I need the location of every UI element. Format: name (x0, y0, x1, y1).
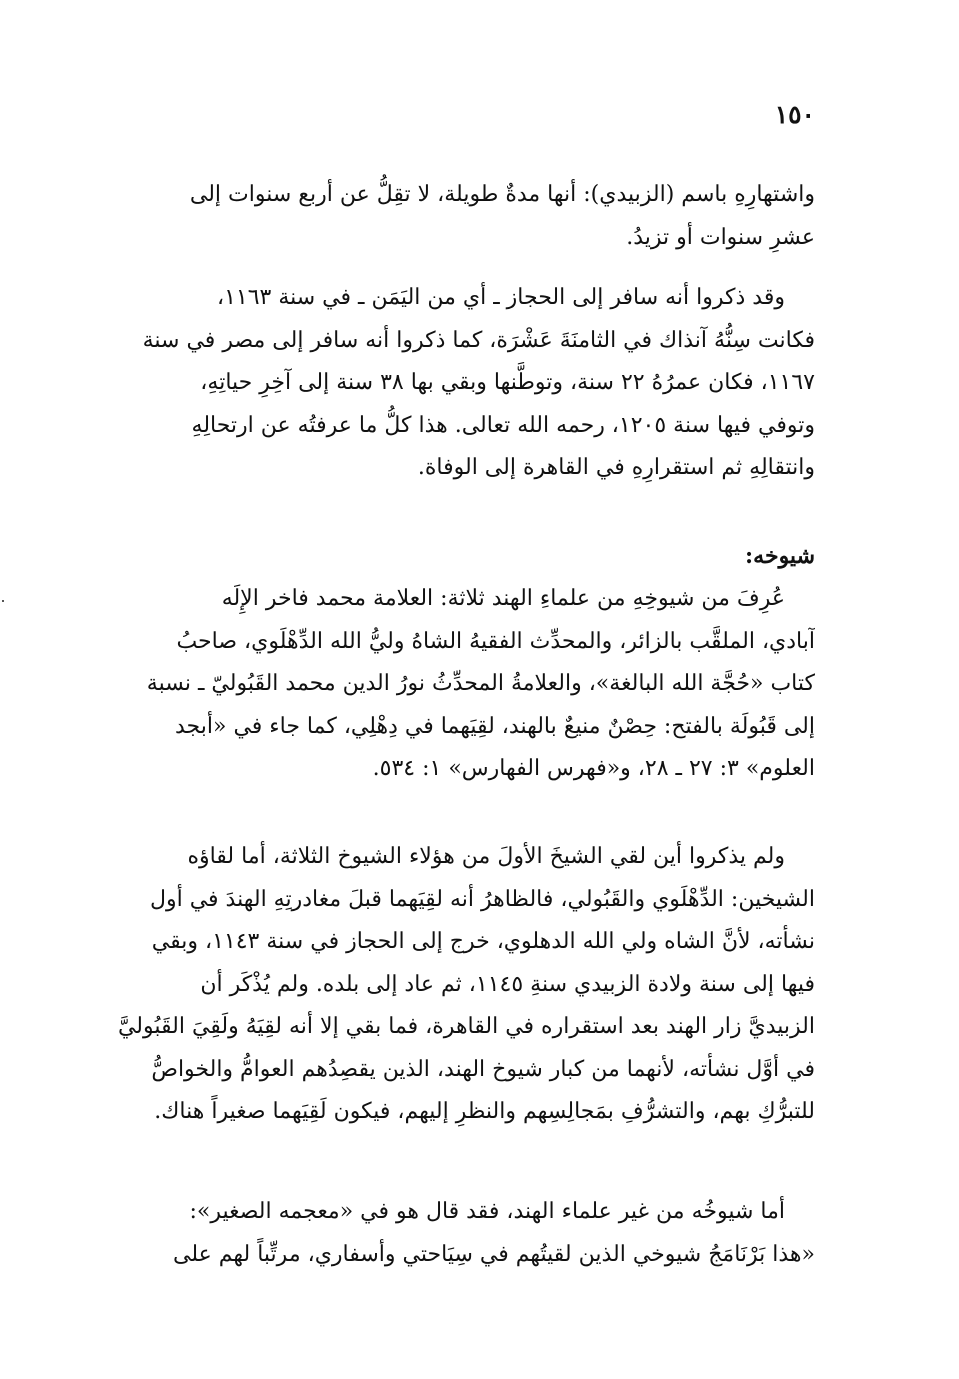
text-line: فكانت سِنُّهُ آنذاك في الثامنَةَ عَشْرَة، كما ذكروا أنه سافر إلى مصر في سنة (142, 327, 815, 353)
text-line: وانتقالِهِ ثم استقرارِهِ في القاهرة إلى الوفاة. (417, 455, 815, 480)
text-line: في أوَّل نشأته، لأنهما من كبار شيوخ الهند، الذين يقصِدُهم العوامُّ والخواصُّ (151, 1056, 815, 1082)
text-line: ١١٦٧، فكان عمرُهُ ٢٢ سنة، وتوطَّنها وبقي بها ٣٨ سنة إلى آخِرِ حياتِهِ، (200, 370, 815, 395)
text-line: فيها إلى سنة ولادة الزبيدي سنةِ ١١٤٥، ثم عاد إلى بلده. ولم يُذْكَر أن (200, 971, 815, 997)
page-number: ١٥٠ (774, 100, 815, 129)
scan-mark (2, 600, 4, 602)
text-line: الزبيديَّ زار الهند بعد استقراره في القاهرة، فما بقي إلا أنه لقِيَهُ ولَقِيَ القَبُوليَّ (118, 1014, 815, 1039)
text-line: وقد ذكروا أنه سافر إلى الحجاز ـ أي من اليَمَن ـ في سنة ١١٦٣، (216, 285, 785, 310)
text-line: أما شيوخُه من غير علماء الهند، فقد قال هو في «معجمه الصغير»: (189, 1199, 785, 1224)
section-heading: شيوخه: (745, 543, 815, 569)
paragraph-2 (118, 277, 815, 490)
text-line: للتبرُّكِ بهم، والتشرُّفِ بمَجالِسِهم والنظرِ إليهم، فيكون لَقِيَهما صغيراً هناك. (154, 1099, 815, 1124)
text-line: إلى قَبُولَة بالفتح: حِصْنٌ منيعٌ بالهند، لقِيَهما في دِهْلِي، كما جاء في «أبجد (175, 713, 815, 739)
text-line: ولم يذكروا أين لقي الشيخَ الأولَ من هؤلاء الشيوخ الثلاثة، أما لقاؤه (187, 844, 785, 869)
paragraph-4 (118, 836, 815, 1134)
text-line: عشرِ سنوات أو تزيدُ. (626, 224, 815, 250)
paragraph-5 (118, 1191, 815, 1276)
text-line: نشأته، لأنَّ الشاه ولي الله الدهلوي، خرج إلى الحجاز في سنة ١١٤٣، وبقي (151, 929, 815, 954)
text-line: كتاب «حُجَّة الله البالغة»، والعلامةُ المحدِّثُ نورُ الدين محمد القَبُوليّ ـ نسبة (146, 671, 815, 696)
text-line: الشيخين: الدِّهْلَوي والقَبُولي، فالظاهرُ أنه لقِيَهما قبلَ مغادرتِهِ الهندَ في أول (149, 886, 815, 912)
text-line: عُرِفَ من شيوخِهِ من علماءِ الهند ثلاثة: العلامة محمد فاخر الإِلَه (221, 586, 785, 611)
text-line: العلوم» ٣: ٢٧ ـ ٢٨، و«فهرس الفهارس» ١: ٥٣٤. (372, 756, 815, 781)
text-line: آبادي، الملقَّب بالزائر، والمحدِّث الفقيهُ الشاهُ وليُّ الله الدِّهْلَوي، صاحبُ (176, 628, 815, 654)
section-heading-block (118, 535, 815, 578)
text-line: وتوفي فيها سنة ١٢٠٥، رحمه الله تعالى. هذا كلُّ ما عرفتُه عن ارتحالِهِ (191, 412, 815, 438)
text-line: واشتهارِهِ باسم (الزبيدي): أنها مدةٌ طويلة، لا تقِلُّ عن أربع سنوات إلى (189, 182, 815, 207)
text-line: «هذا بَرْنَامَجُ شيوخي الذين لقيتُهم في سِيَاحتي وأسفاري، مرتِّباً لهم على (173, 1241, 815, 1267)
paragraph-3 (118, 578, 815, 791)
paragraph-1 (118, 174, 815, 259)
